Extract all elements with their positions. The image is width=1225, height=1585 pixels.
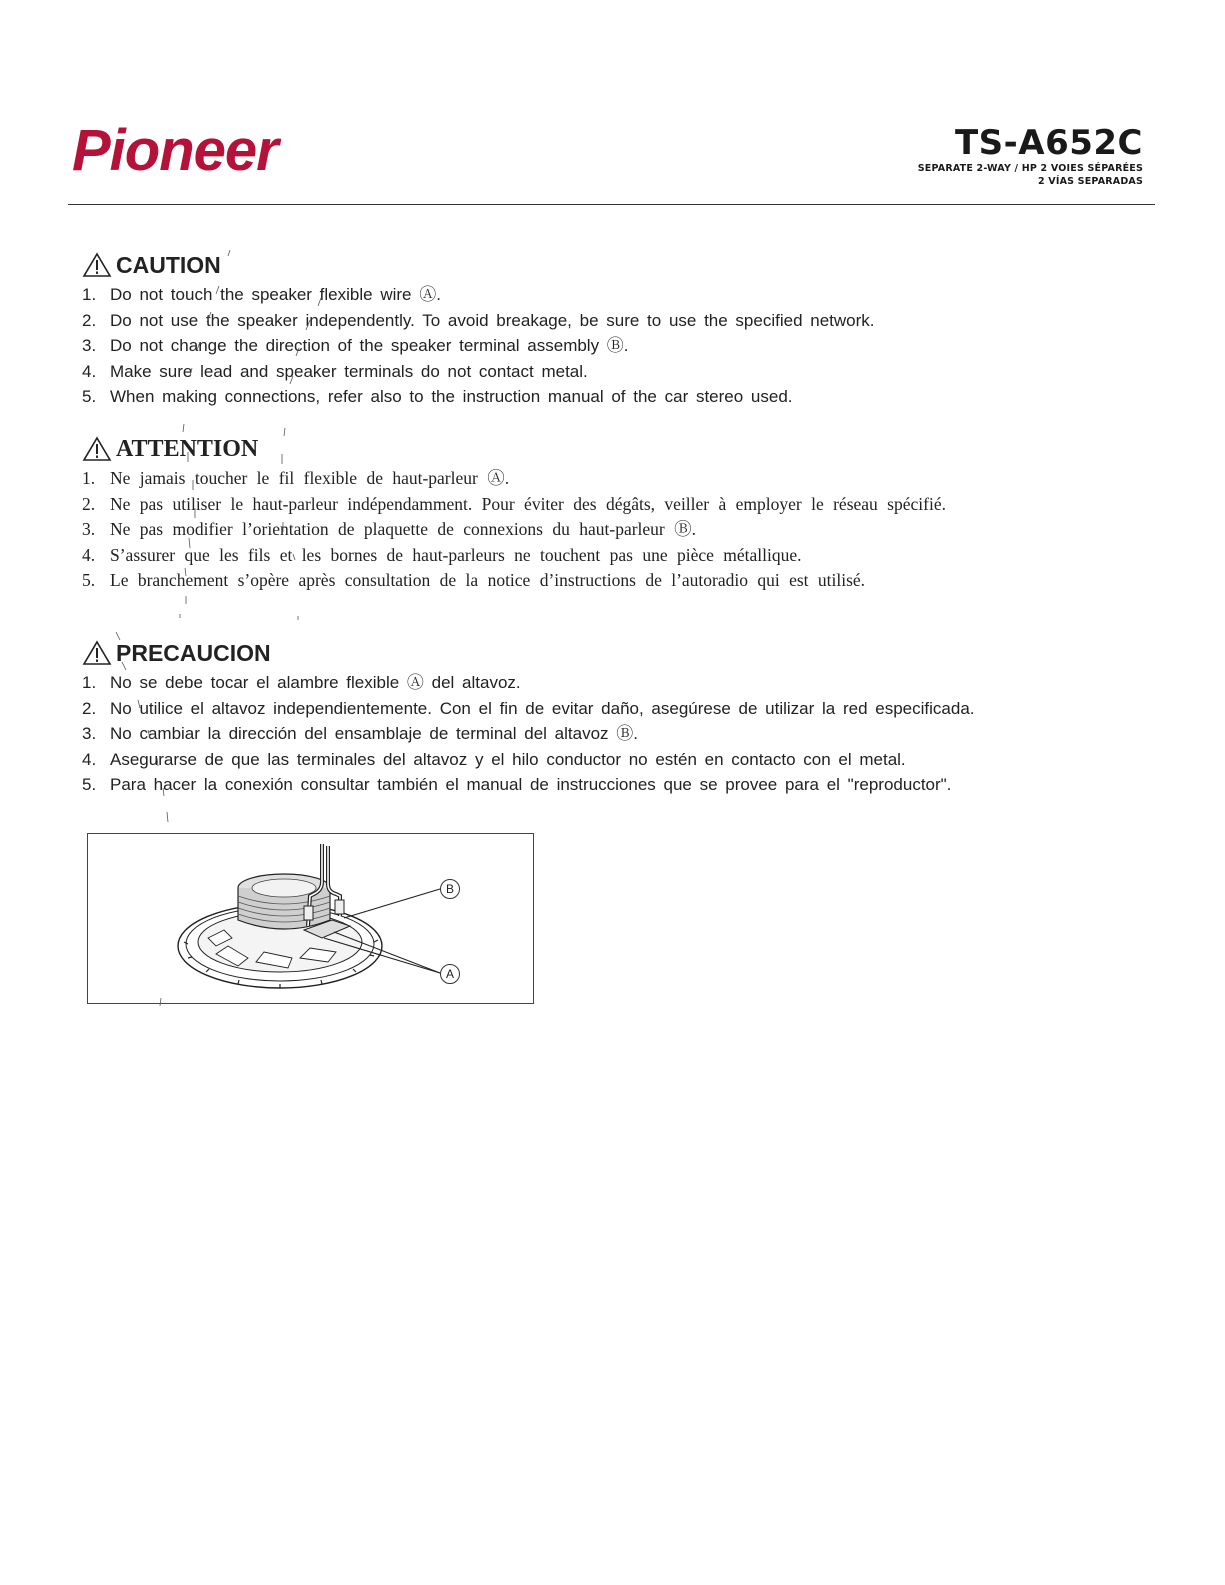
- item-number: 2.: [82, 310, 97, 330]
- item-number: 2.: [82, 493, 96, 514]
- list-item: [82, 696, 1142, 722]
- item-text: No utilice el altavoz independientemente. Con el fin de evitar daño, asegúrese de utilizar la red especificada.: [110, 698, 975, 718]
- item-text: Ne jamais toucher le fil flexible de haut-parleur Ⓐ.: [110, 468, 510, 488]
- list-item: [82, 384, 1142, 410]
- item-number: 4.: [82, 749, 97, 769]
- item-number: 5.: [82, 775, 97, 795]
- item-text: Ne pas modifier l’orientation de plaquette de connexions du haut-parleur Ⓑ.: [110, 519, 697, 540]
- model-subtitle-line1: SEPARATE 2-WAY / HP 2 VOIES SÉPARÉES: [917, 163, 1143, 174]
- attention-section: [82, 434, 1142, 594]
- item-number: 4.: [82, 361, 97, 381]
- list-item: [82, 772, 1142, 798]
- item-number: 3.: [82, 519, 96, 540]
- precaucion-list: [82, 670, 1142, 798]
- list-item: [82, 568, 1142, 594]
- item-text: No se debe tocar el alambre flexible Ⓐ del altavoz.: [110, 673, 521, 692]
- list-item: [82, 517, 1142, 543]
- list-item: [82, 308, 1142, 334]
- caution-title: CAUTION: [116, 251, 221, 278]
- warning-triangle-icon: [82, 252, 112, 278]
- speaker-diagram: [87, 833, 534, 1004]
- list-item: [82, 492, 1142, 518]
- item-number: 1.: [82, 673, 97, 692]
- item-text: When making connections, refer also to the instruction manual of the car stereo used.: [110, 387, 793, 407]
- item-number: 5.: [82, 570, 96, 591]
- flexible-wire-label: A: [440, 964, 460, 984]
- speaker-illustration: [88, 834, 533, 1003]
- list-item: [82, 359, 1142, 385]
- pioneer-logo: [72, 122, 404, 183]
- item-text: Do not change the direction of the speaker terminal assembly Ⓑ.: [110, 336, 629, 356]
- list-item: [82, 747, 1142, 773]
- list-item: [82, 333, 1142, 359]
- item-number: 1.: [82, 285, 97, 304]
- caution-section: [82, 250, 1142, 410]
- precaucion-section: [82, 638, 1142, 798]
- page-header: [0, 0, 1225, 210]
- item-number: 4.: [82, 544, 96, 565]
- precaucion-title: PRECAUCION: [116, 639, 271, 666]
- item-number: 5.: [82, 387, 97, 407]
- item-text: Le branchement s’opère après consultation de la notice d’instructions de l’autoradio qui est utilisé.: [110, 570, 866, 591]
- caution-list: [82, 282, 1142, 410]
- brand-wordmark: Pioneer: [72, 122, 278, 178]
- item-number: 2.: [82, 698, 97, 718]
- item-text: No cambiar la dirección del ensamblaje de terminal del altavoz Ⓑ.: [110, 724, 638, 744]
- item-text: Do not touch the speaker flexible wire Ⓐ.: [110, 285, 441, 304]
- item-number: 3.: [82, 336, 97, 356]
- list-item: [82, 282, 1142, 308]
- list-item: [82, 543, 1142, 569]
- terminal-assembly-label: B: [440, 879, 460, 899]
- warning-triangle-icon: [82, 640, 112, 666]
- item-text: Ne pas utiliser le haut-parleur indépendamment. Pour éviter des dégâts, veiller à employer le réseau spécifié.: [110, 493, 946, 514]
- item-text: Do not use the speaker independently. To avoid breakage, be sure to use the specified network.: [110, 310, 875, 330]
- model-subtitle-line2: 2 VÍAS SEPARADAS: [1037, 176, 1143, 187]
- caution-heading: [82, 250, 1142, 280]
- item-number: 3.: [82, 724, 97, 744]
- attention-title: ATTENTION: [116, 435, 259, 462]
- item-text: Make sure lead and speaker terminals do not contact metal.: [110, 361, 588, 381]
- list-item: [82, 466, 1142, 492]
- attention-list: [82, 466, 1142, 594]
- list-item: [82, 721, 1142, 747]
- item-number: 1.: [82, 468, 96, 488]
- item-text: Asegurarse de que las terminales del altavoz y el hilo conductor no estén en contacto con el metal.: [110, 749, 906, 769]
- header-divider: [68, 204, 1155, 205]
- item-text: S’assurer que les fils et les bornes de haut-parleurs ne touchent pas une pièce métallique.: [110, 544, 802, 565]
- list-item: [82, 670, 1142, 696]
- item-text: Para hacer la conexión consultar también el manual de instrucciones que se provee para el "reproductor".: [110, 775, 952, 795]
- warning-triangle-icon: [82, 436, 112, 462]
- model-block: [918, 124, 1143, 188]
- attention-heading: [82, 434, 1142, 464]
- model-number: TS-A652C: [954, 123, 1143, 163]
- precaucion-heading: [82, 638, 1142, 668]
